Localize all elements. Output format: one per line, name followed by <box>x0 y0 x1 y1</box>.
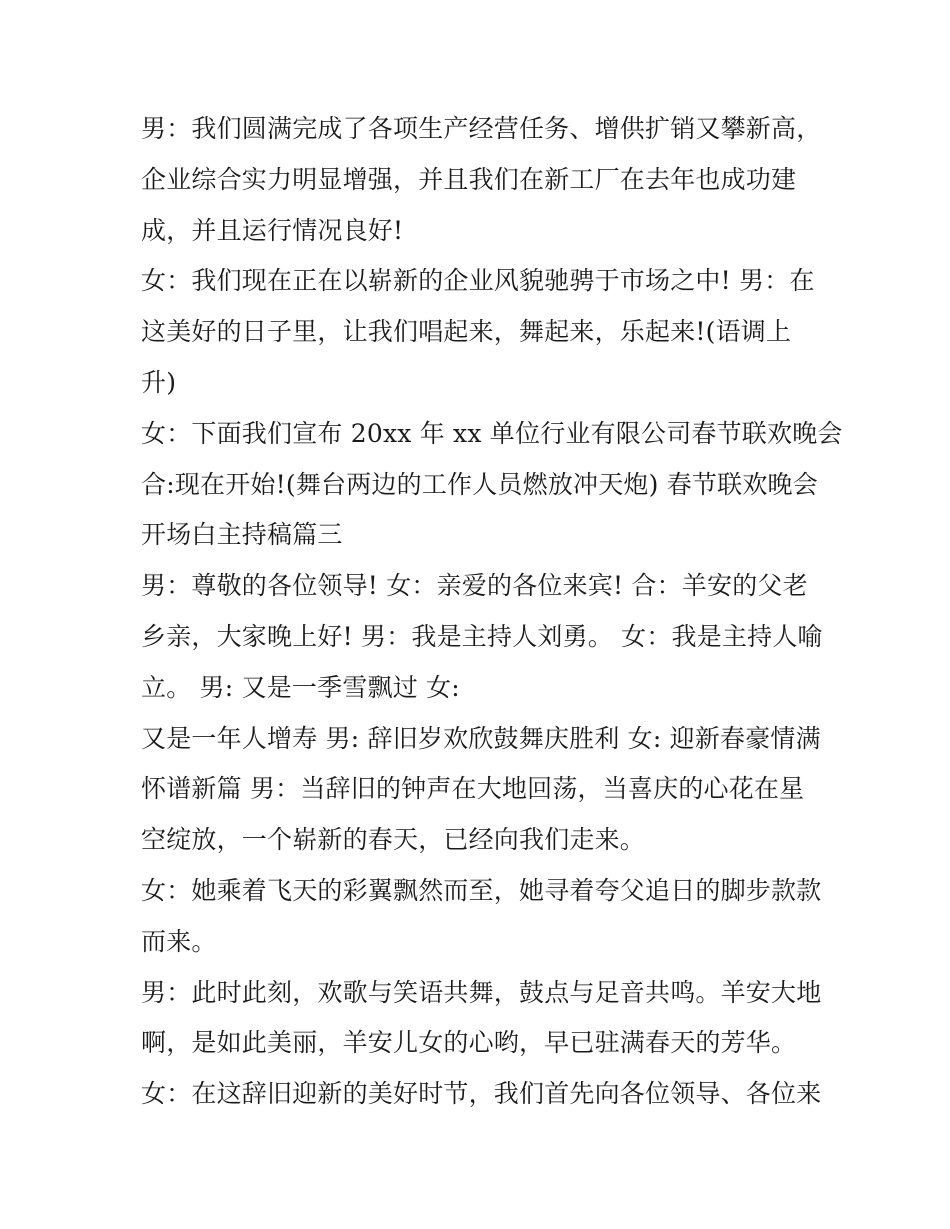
document-body <box>141 104 843 1120</box>
text-line: 立。 男: 又是一季雪飘过 女: <box>141 672 460 702</box>
text-line: 合:现在开始!(舞台两边的工作人员燃放冲天炮) 春节联欢晚会 <box>141 469 818 499</box>
text-line: 女：我们现在正在以崭新的企业风貌驰骋于市场之中! 男：在 <box>141 266 815 296</box>
text-line: 升) <box>141 367 177 397</box>
text-line: 而来。 <box>141 926 217 956</box>
text-line: 啊，是如此美丽，羊安儿女的心哟，早已驻满春天的芳华。 <box>141 1028 797 1058</box>
text-line: 空绽放，一个崭新的春天，已经向我们走来。 <box>141 825 646 855</box>
text-line: 女：她乘着飞天的彩翼飘然而至，她寻着夸父追日的脚步款款 <box>141 875 822 905</box>
text-line: 这美好的日子里，让我们唱起来，舞起来，乐起来!(语调上 <box>141 317 792 347</box>
text-line: 女：在这辞旧迎新的美好时节，我们首先向各位领导、各位来 <box>141 1079 822 1109</box>
text-line: 男：此时此刻，欢歌与笑语共舞，鼓点与足音共鸣。羊安大地 <box>141 977 822 1007</box>
text-line: 开场白主持稿篇三 <box>141 520 343 550</box>
text-line: 男：我们圆满完成了各项生产经营任务、增供扩销又攀新高， <box>141 114 822 143</box>
text-line: 女：下面我们宣布 20xx 年 xx 单位行业有限公司春节联欢晚会 <box>141 418 843 448</box>
text-line: 男：尊敬的各位领导! 女：亲爱的各位来宾! 合：羊安的父老 <box>141 571 808 601</box>
text-line: 怀谱新篇 男：当辞旧的钟声在大地回荡，当喜庆的心花在星 <box>141 774 805 804</box>
text-line: 企业综合实力明显增强，并且我们在新工厂在去年也成功建 <box>141 164 797 194</box>
text-line: 又是一年人增寿 男: 辞旧岁欢欣鼓舞庆胜利 女: 迎新春豪情满 <box>141 723 821 753</box>
text-line: 乡亲，大家晚上好! 男：我是主持人刘勇。 女：我是主持人喻 <box>141 621 823 651</box>
text-line: 成，并且运行情况良好! <box>141 215 404 245</box>
